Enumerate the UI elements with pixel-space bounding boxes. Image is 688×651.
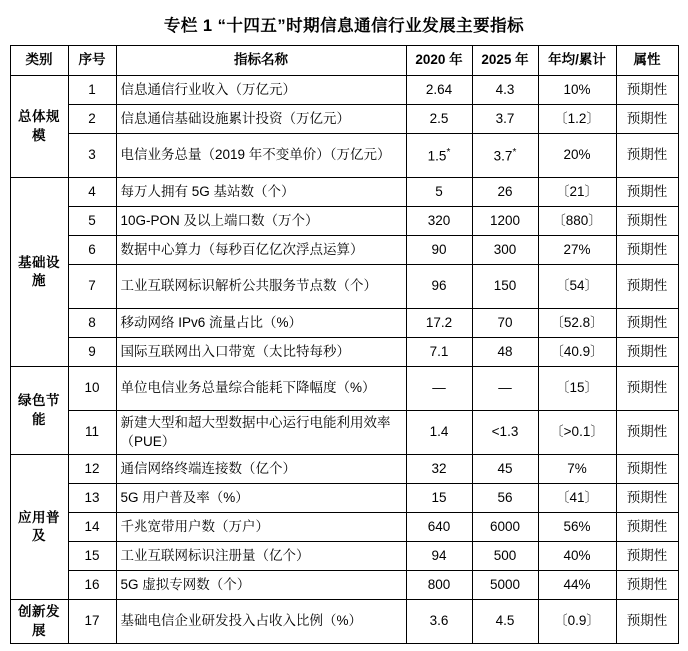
indicator-name-cell: 新建大型和超大型数据中心运行电能利用效率（PUE） xyxy=(116,411,406,455)
attribute-cell: 预期性 xyxy=(616,236,678,265)
row-number-cell: 11 xyxy=(68,411,116,455)
value-2025-cell: 45 xyxy=(472,455,538,484)
attribute-cell: 预期性 xyxy=(616,411,678,455)
value-2020-cell: — xyxy=(406,367,472,411)
value-2025-cell: 48 xyxy=(472,338,538,367)
table-row xyxy=(10,571,678,600)
table-row xyxy=(10,105,678,134)
value-2025-cell: 300 xyxy=(472,236,538,265)
row-number-cell: 4 xyxy=(68,178,116,207)
value-2020-cell: 7.1 xyxy=(406,338,472,367)
row-number-cell: 8 xyxy=(68,309,116,338)
value-2020-cell: 800 xyxy=(406,571,472,600)
attribute-cell: 预期性 xyxy=(616,513,678,542)
table-row xyxy=(10,455,678,484)
indicators-table xyxy=(10,45,679,644)
average-cell: 44% xyxy=(538,571,616,600)
value-2020-cell: 2.64 xyxy=(406,76,472,105)
column-header-category: 类别 xyxy=(10,46,68,76)
row-number-cell: 3 xyxy=(68,134,116,178)
indicator-name-cell: 5G 用户普及率（%） xyxy=(116,484,406,513)
category-cell: 创新发展 xyxy=(10,600,68,644)
table-row xyxy=(10,178,678,207)
value-2025-cell: 6000 xyxy=(472,513,538,542)
indicator-name-cell: 5G 虚拟专网数（个） xyxy=(116,571,406,600)
row-number-cell: 14 xyxy=(68,513,116,542)
attribute-cell: 预期性 xyxy=(616,455,678,484)
row-number-cell: 9 xyxy=(68,338,116,367)
attribute-cell: 预期性 xyxy=(616,338,678,367)
indicator-name-cell: 信息通信基础设施累计投资（万亿元） xyxy=(116,105,406,134)
value-2025-cell: 4.5 xyxy=(472,600,538,644)
value-2020-cell: 17.2 xyxy=(406,309,472,338)
category-cell: 应用普及 xyxy=(10,455,68,600)
average-cell: 〔21〕 xyxy=(538,178,616,207)
value-2025-cell: 1200 xyxy=(472,207,538,236)
column-header-2025: 2025 年 xyxy=(472,46,538,76)
average-cell: 〔40.9〕 xyxy=(538,338,616,367)
attribute-cell: 预期性 xyxy=(616,207,678,236)
value-2025-cell: 4.3 xyxy=(472,76,538,105)
indicator-name-cell: 移动网络 IPv6 流量占比（%） xyxy=(116,309,406,338)
indicator-name-cell: 工业互联网标识解析公共服务节点数（个） xyxy=(116,265,406,309)
row-number-cell: 12 xyxy=(68,455,116,484)
value-2025-cell: — xyxy=(472,367,538,411)
attribute-cell: 预期性 xyxy=(616,134,678,178)
average-cell: 〔>0.1〕 xyxy=(538,411,616,455)
row-number-cell: 15 xyxy=(68,542,116,571)
category-cell: 基础设施 xyxy=(10,178,68,367)
category-cell: 绿色节能 xyxy=(10,367,68,455)
value-2020-cell: 3.6 xyxy=(406,600,472,644)
table-row xyxy=(10,338,678,367)
table-row xyxy=(10,411,678,455)
column-header-attribute: 属性 xyxy=(616,46,678,76)
indicator-name-cell: 单位电信业务总量综合能耗下降幅度（%） xyxy=(116,367,406,411)
average-cell: 40% xyxy=(538,542,616,571)
table-body xyxy=(10,76,678,644)
value-2025-cell: 3.7* xyxy=(472,134,538,178)
table-row xyxy=(10,265,678,309)
average-cell: 〔41〕 xyxy=(538,484,616,513)
table-row xyxy=(10,513,678,542)
average-cell: 〔15〕 xyxy=(538,367,616,411)
column-header-indicator-name: 指标名称 xyxy=(116,46,406,76)
row-number-cell: 2 xyxy=(68,105,116,134)
table-row xyxy=(10,134,678,178)
value-2025-cell: 150 xyxy=(472,265,538,309)
value-2020-cell: 32 xyxy=(406,455,472,484)
row-number-cell: 1 xyxy=(68,76,116,105)
average-cell: 〔1.2〕 xyxy=(538,105,616,134)
row-number-cell: 13 xyxy=(68,484,116,513)
row-number-cell: 6 xyxy=(68,236,116,265)
column-header-2020: 2020 年 xyxy=(406,46,472,76)
average-cell: 20% xyxy=(538,134,616,178)
table-row xyxy=(10,309,678,338)
column-header-number: 序号 xyxy=(68,46,116,76)
attribute-cell: 预期性 xyxy=(616,571,678,600)
average-cell: 56% xyxy=(538,513,616,542)
attribute-cell: 预期性 xyxy=(616,367,678,411)
attribute-cell: 预期性 xyxy=(616,265,678,309)
attribute-cell: 预期性 xyxy=(616,76,678,105)
attribute-cell: 预期性 xyxy=(616,309,678,338)
column-header-average: 年均/累计 xyxy=(538,46,616,76)
row-number-cell: 7 xyxy=(68,265,116,309)
table-row xyxy=(10,207,678,236)
value-2020-cell: 640 xyxy=(406,513,472,542)
attribute-cell: 预期性 xyxy=(616,178,678,207)
page-title: 专栏 1 “十四五”时期信息通信行业发展主要指标 xyxy=(163,17,525,35)
table-row xyxy=(10,600,678,644)
table-row xyxy=(10,484,678,513)
attribute-cell: 预期性 xyxy=(616,600,678,644)
value-2020-cell: 94 xyxy=(406,542,472,571)
indicator-name-cell: 数据中心算力（每秒百亿亿次浮点运算） xyxy=(116,236,406,265)
indicator-name-cell: 工业互联网标识注册量（亿个） xyxy=(116,542,406,571)
value-2025-cell: 70 xyxy=(472,309,538,338)
value-2020-cell: 1.4 xyxy=(406,411,472,455)
category-cell: 总体规模 xyxy=(10,76,68,178)
average-cell: 〔52.8〕 xyxy=(538,309,616,338)
value-2020-cell: 320 xyxy=(406,207,472,236)
table-row xyxy=(10,367,678,411)
table-header xyxy=(10,46,678,76)
average-cell: 〔0.9〕 xyxy=(538,600,616,644)
average-cell: 〔880〕 xyxy=(538,207,616,236)
indicator-name-cell: 千兆宽带用户数（万户） xyxy=(116,513,406,542)
table-row xyxy=(10,236,678,265)
indicator-name-cell: 国际互联网出入口带宽（太比特每秒） xyxy=(116,338,406,367)
row-number-cell: 17 xyxy=(68,600,116,644)
value-2025-cell: <1.3 xyxy=(472,411,538,455)
value-2020-cell: 90 xyxy=(406,236,472,265)
value-2025-cell: 5000 xyxy=(472,571,538,600)
value-2025-cell: 56 xyxy=(472,484,538,513)
value-2025-cell: 3.7 xyxy=(472,105,538,134)
attribute-cell: 预期性 xyxy=(616,105,678,134)
row-number-cell: 10 xyxy=(68,367,116,411)
indicator-name-cell: 每万人拥有 5G 基站数（个） xyxy=(116,178,406,207)
average-cell: 〔54〕 xyxy=(538,265,616,309)
row-number-cell: 16 xyxy=(68,571,116,600)
value-2020-cell: 2.5 xyxy=(406,105,472,134)
value-2020-cell: 15 xyxy=(406,484,472,513)
value-2020-cell: 5 xyxy=(406,178,472,207)
table-header-row xyxy=(10,46,678,76)
average-cell: 10% xyxy=(538,76,616,105)
indicator-name-cell: 信息通信行业收入（万亿元） xyxy=(116,76,406,105)
table-row xyxy=(10,76,678,105)
indicator-name-cell: 电信业务总量（2019 年不变单价）（万亿元） xyxy=(116,134,406,178)
row-number-cell: 5 xyxy=(68,207,116,236)
indicator-name-cell: 通信网络终端连接数（亿个） xyxy=(116,455,406,484)
value-2020-cell: 1.5* xyxy=(406,134,472,178)
value-2020-cell: 96 xyxy=(406,265,472,309)
average-cell: 27% xyxy=(538,236,616,265)
attribute-cell: 预期性 xyxy=(616,484,678,513)
indicator-name-cell: 10G-PON 及以上端口数（万个） xyxy=(116,207,406,236)
average-cell: 7% xyxy=(538,455,616,484)
value-2025-cell: 26 xyxy=(472,178,538,207)
table-row xyxy=(10,542,678,571)
value-2025-cell: 500 xyxy=(472,542,538,571)
indicator-name-cell: 基础电信企业研发投入占收入比例（%） xyxy=(116,600,406,644)
attribute-cell: 预期性 xyxy=(616,542,678,571)
